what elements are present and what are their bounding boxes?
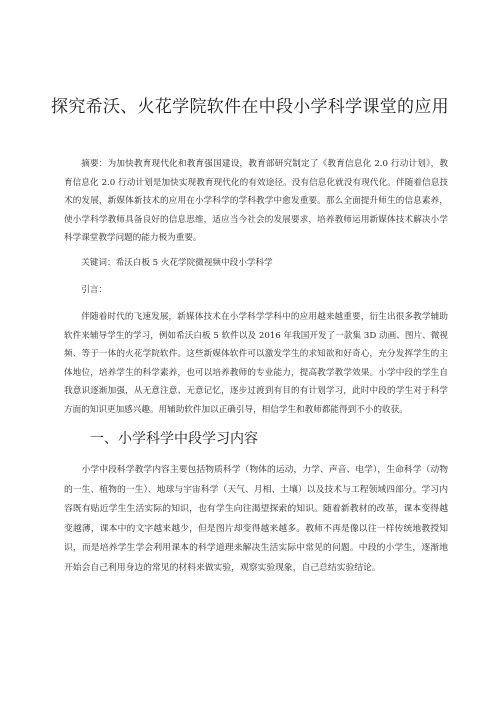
intro-paragraph: 伴随着时代的飞速发展，新媒体技术在小学科学学科中的应用越来越重要，衍生出很多教学辅助软件来辅导学生的学习，例如希沃白板 5 软件以及 2016 年我国开发了一款集 3D 动画、图片、微视频、等于一体的火花学院软件。这些新媒体软件可以激发学生的求知欲和好奇心，充分发挥学生的主体地位，培养学生的科学素养，也可以培养教师的专业能力，提高教学教学效果。小学中段的学生自我意识逐渐加强，从无意注意、无意记忆，逐步过渡到有目的有计划学习，此时中段的学生对于科学方面的知识更加感兴趣。用辅助软件加以正确引导，相信学生和教师都能得到不小的收获。: [64, 312, 448, 415]
keywords-line: 关键词：希沃白板 5 火花学院微视频中段小学科学: [81, 258, 273, 268]
section-heading-1: 一、小学科学中段学习内容: [90, 431, 258, 447]
intro-label: 引言：: [81, 285, 107, 295]
document-title: 探究希沃、火花学院软件在中段小学科学课堂的应用: [51, 97, 449, 117]
abstract-paragraph: 摘要：为加快教育现代化和教育强国建设，教育部研究制定了《教育信息化 2.0 行动计划》，教育信息化 2.0 行动计划是加快实现教育现代化的有效途径。没有信息化就没有现代化。伴随着信息技术的发展，新媒体新技术的应用在小学科学的学科教学中愈发重要。那么全面提升师生的信息素养，使小学科学教师具备良好的信息思维，适应当今社会的发展要求，培养教师运用新媒体技术解决小学科学课堂教学问题的能力极为重要。: [64, 159, 448, 244]
section-1-paragraph: 小学中段科学教学内容主要包括物质科学（物体的运动，力学、声音、电学），生命科学（动物的一生、植物的一生）、地球与宇宙科学（天气、月相、土壤）以及技术与工程领域四部分。学习内容既有贴近学生生活实际的知识，也有学生向往渴望探索的知识。随着新教材的改革，课本变得越变越薄，课本中的文字越来越少，但是图片却变得越来越多。教师不再是像以往一样传统地教授知识，而是培养学生学会利用课本的科学道理来解决生活实际中常见的问题。中段的小学生，逐渐地开始会自己利用身边的常见的材料来做实验，观察实验现象，自己总结实验结论。: [64, 465, 448, 573]
